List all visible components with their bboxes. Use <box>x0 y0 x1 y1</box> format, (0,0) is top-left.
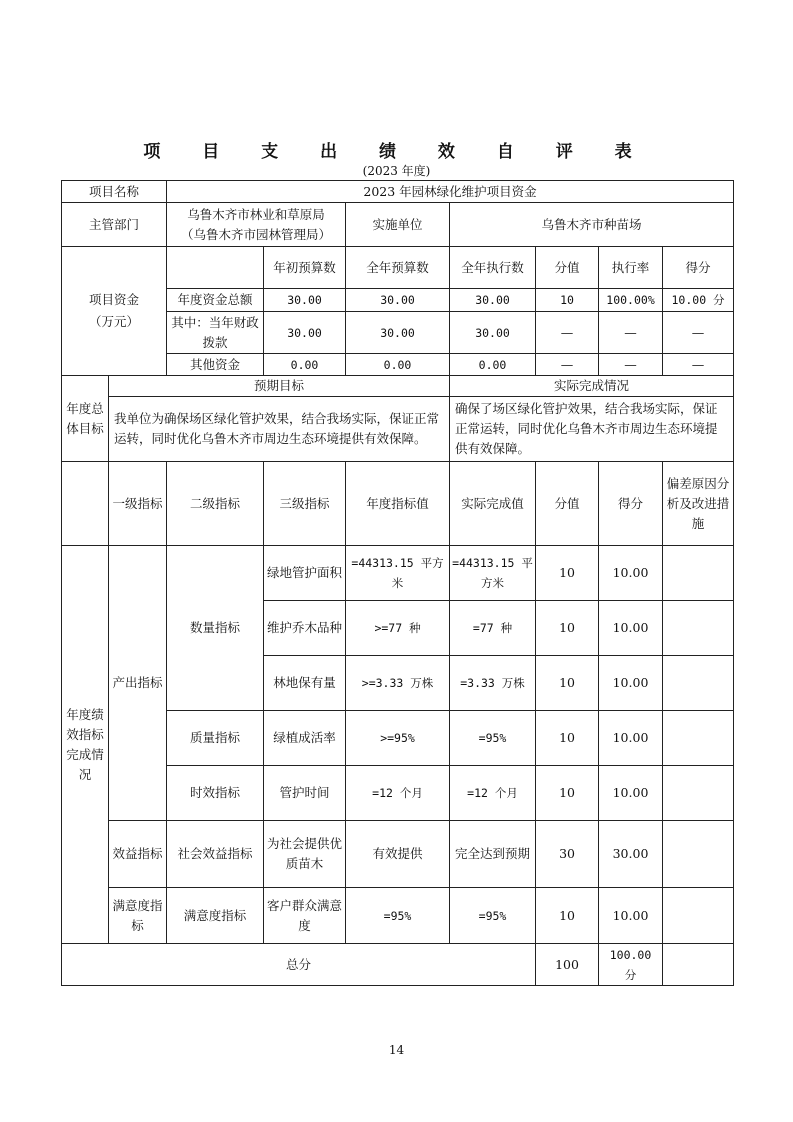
funds-cell: 0.00 <box>450 354 536 376</box>
l3-indicator: 绿植成活率 <box>264 711 346 766</box>
actual-value: =77 种 <box>450 601 536 656</box>
score-value: 10 <box>536 601 599 656</box>
score-value: 10 <box>536 888 599 944</box>
funds-header-blank <box>167 247 264 289</box>
score: 10.00 <box>599 711 663 766</box>
performance-table <box>61 180 734 986</box>
funds-cell: 0.00 <box>264 354 346 376</box>
funds-row-label: 其中：当年财政拨款 <box>167 312 264 354</box>
dept-value <box>167 203 346 247</box>
indicator-header: 分值 <box>536 462 599 546</box>
score: 10.00 <box>599 888 663 944</box>
l2-satisfaction: 满意度指标 <box>167 888 264 944</box>
actual-value: 完全达到预期 <box>450 821 536 888</box>
goals-label: 年度总体目标 <box>62 376 109 462</box>
goals-expected-text: 我单位为确保场区绿化管护效果，结合我场实际，保证正常运转，同时优化乌鲁木齐市周边生态环境提供有效保障。 <box>109 397 450 462</box>
score: 10.00 <box>599 546 663 601</box>
l2-quality: 质量指标 <box>167 711 264 766</box>
funds-cell: 30.00 <box>264 312 346 354</box>
dept-label: 主管部门 <box>62 203 167 247</box>
deviation-note <box>663 546 734 601</box>
target-value: =12 个月 <box>346 766 450 821</box>
indicator-section-label: 年度绩效指标完成情况 <box>62 546 109 944</box>
funds-cell: 10.00 分 <box>663 289 734 312</box>
total-score: 100.00 分 <box>599 944 663 986</box>
funds-header: 分值 <box>536 247 599 289</box>
l1-satisfaction: 满意度指标 <box>109 888 167 944</box>
score-value: 10 <box>536 766 599 821</box>
target-value: >=77 种 <box>346 601 450 656</box>
funds-cell: — <box>536 354 599 376</box>
l3-indicator: 为社会提供优质苗木 <box>264 821 346 888</box>
indicator-header-blank <box>62 462 109 546</box>
actual-value: =3.33 万株 <box>450 656 536 711</box>
l3-indicator: 管护时间 <box>264 766 346 821</box>
actual-value: =95% <box>450 888 536 944</box>
deviation-note <box>663 656 734 711</box>
goals-actual-header: 实际完成情况 <box>450 376 734 397</box>
indicator-header: 一级指标 <box>109 462 167 546</box>
funds-row-label: 其他资金 <box>167 354 264 376</box>
funds-label: 项目资金 （万元） <box>62 247 167 376</box>
page-number: 14 <box>388 1043 405 1057</box>
funds-cell: 30.00 <box>346 312 450 354</box>
page-subtitle: (2023 年度) <box>362 164 431 178</box>
actual-value: =44313.15 平方米 <box>450 546 536 601</box>
l2-social: 社会效益指标 <box>167 821 264 888</box>
actual-value: =12 个月 <box>450 766 536 821</box>
funds-header: 全年预算数 <box>346 247 450 289</box>
deviation-note <box>663 821 734 888</box>
deviation-note <box>663 711 734 766</box>
total-score-value: 100 <box>536 944 599 986</box>
score: 10.00 <box>599 766 663 821</box>
indicator-header: 年度指标值 <box>346 462 450 546</box>
target-value: =95% <box>346 888 450 944</box>
l3-indicator: 绿地管护面积 <box>264 546 346 601</box>
indicator-header: 得分 <box>599 462 663 546</box>
funds-cell: 0.00 <box>346 354 450 376</box>
score: 30.00 <box>599 821 663 888</box>
l3-indicator: 林地保有量 <box>264 656 346 711</box>
funds-cell: 30.00 <box>346 289 450 312</box>
page-title: 项 目 支 出 绩 效 自 评 表 <box>143 142 650 162</box>
funds-cell: 30.00 <box>264 289 346 312</box>
score-value: 30 <box>536 821 599 888</box>
funds-cell: — <box>663 354 734 376</box>
indicator-header: 实际完成值 <box>450 462 536 546</box>
impl-value: 乌鲁木齐市种苗场 <box>450 203 734 247</box>
funds-cell: 100.00% <box>599 289 663 312</box>
deviation-note <box>663 888 734 944</box>
l2-time: 时效指标 <box>167 766 264 821</box>
project-name-value: 2023 年园林绿化维护项目资金 <box>167 181 734 203</box>
funds-header: 全年执行数 <box>450 247 536 289</box>
target-value: >=95% <box>346 711 450 766</box>
deviation-note <box>663 601 734 656</box>
project-name-label: 项目名称 <box>62 181 167 203</box>
funds-cell: 30.00 <box>450 289 536 312</box>
indicator-header: 三级指标 <box>264 462 346 546</box>
target-value: >=3.33 万株 <box>346 656 450 711</box>
actual-value: =95% <box>450 711 536 766</box>
total-note <box>663 944 734 986</box>
dept-value-line2: （乌鲁木齐市园林管理局） <box>181 226 332 242</box>
funds-row-label: 年度资金总额 <box>167 289 264 312</box>
indicator-header: 偏差原因分析及改进措施 <box>663 462 734 546</box>
goals-expected-header: 预期目标 <box>109 376 450 397</box>
target-value: =44313.15 平方米 <box>346 546 450 601</box>
l2-quantity: 数量指标 <box>167 546 264 711</box>
l1-output: 产出指标 <box>109 546 167 821</box>
funds-cell: — <box>599 312 663 354</box>
funds-header: 年初预算数 <box>264 247 346 289</box>
funds-header: 执行率 <box>599 247 663 289</box>
score-value: 10 <box>536 656 599 711</box>
score-value: 10 <box>536 711 599 766</box>
l3-indicator: 维护乔木品种 <box>264 601 346 656</box>
funds-cell: — <box>536 312 599 354</box>
score: 10.00 <box>599 601 663 656</box>
funds-header: 得分 <box>663 247 734 289</box>
goals-actual-text: 确保了场区绿化管护效果，结合我场实际，保证正常运转，同时优化乌鲁木齐市周边生态环境提供有效保障。 <box>450 397 734 462</box>
target-value: 有效提供 <box>346 821 450 888</box>
funds-cell: 10 <box>536 289 599 312</box>
l3-indicator: 客户群众满意度 <box>264 888 346 944</box>
funds-cell: — <box>663 312 734 354</box>
l1-benefit: 效益指标 <box>109 821 167 888</box>
impl-label: 实施单位 <box>346 203 450 247</box>
indicator-header: 二级指标 <box>167 462 264 546</box>
total-label: 总分 <box>62 944 536 986</box>
score: 10.00 <box>599 656 663 711</box>
funds-cell: 30.00 <box>450 312 536 354</box>
dept-value-line1: 乌鲁木齐市林业和草原局 <box>187 206 325 222</box>
score-value: 10 <box>536 546 599 601</box>
deviation-note <box>663 766 734 821</box>
funds-cell: — <box>599 354 663 376</box>
